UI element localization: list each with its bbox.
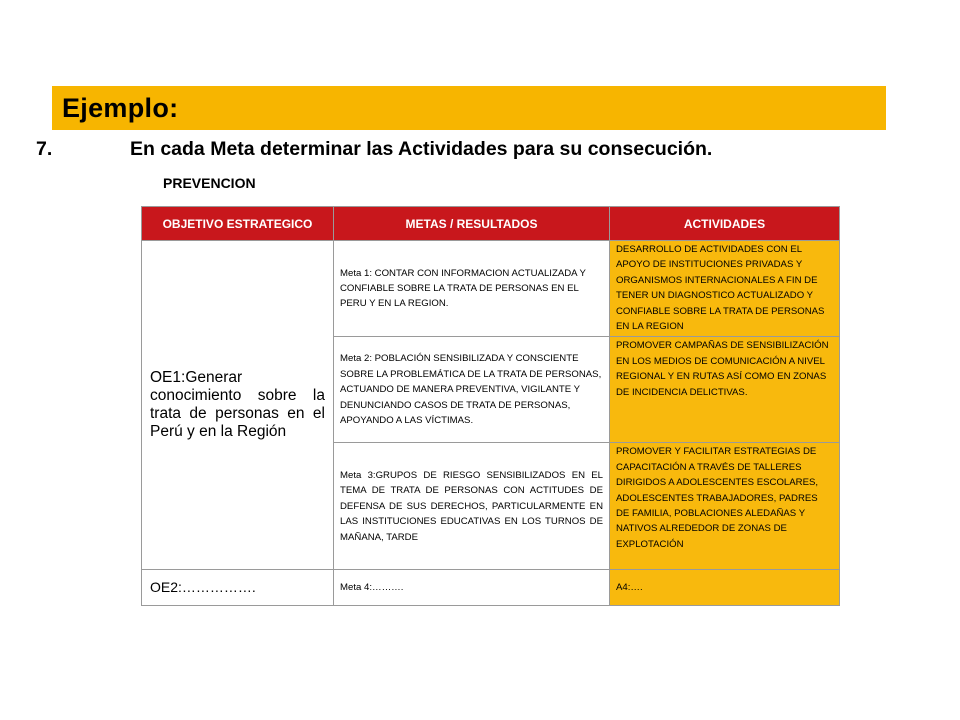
step-text: En cada Meta determinar las Actividades para su consecución. <box>130 137 713 160</box>
activity-4-cell: A4:…. <box>610 570 840 606</box>
table-row <box>142 570 840 606</box>
header-goals: METAS / RESULTADOS <box>334 207 610 241</box>
title-banner <box>52 86 886 130</box>
meta-2-cell: Meta 2: POBLACIÓN SENSIBILIZADA Y CONSCIENTE SOBRE LA PROBLEMÁTICA DE LA TRATA DE PERSONAS, ACTUANDO DE MANERA PREVENTIVA, VIGILANTE Y DENUNCIANDO CASOS DE TRATA DE PERSONAS, APOYANDO A LAS VÍCTIMAS. <box>334 337 610 443</box>
meta-3-cell: Meta 3:GRUPOS DE RIESGO SENSIBILIZADOS EN EL TEMA DE TRATA DE PERSONAS CON ACTITUDES DE DEFENSA DE SUS DERECHOS, PARTICULARMENTE EN LAS INSTITUCIONES EDUCATIVAS EN LOS TURNOS DE MAÑANA, TARDE <box>334 443 610 570</box>
section-title: PREVENCION <box>163 175 256 191</box>
activity-2-cell: PROMOVER CAMPAÑAS DE SENSIBILIZACIÓN EN LOS MEDIOS DE COMUNICACIÓN A NIVEL REGIONAL Y EN RUTAS ASÍ COMO EN ZONAS DE INCIDENCIA DELICTIVAS. <box>610 337 840 443</box>
step-instruction <box>36 135 936 163</box>
activity-3-cell: PROMOVER Y FACILITAR ESTRATEGIAS DE CAPACITACIÓN A TRAVÉS DE TALLERES DIRIGIDOS A ADOLESCENTES ESCOLARES, ADOLESCENTES TRABAJADORES, PADRES DE FAMILIA, POBLACIONES ALEDAÑAS Y NATIVOS ALREDEDOR DE ZONAS DE EXPLOTACIÓN <box>610 443 840 570</box>
page-title: Ejemplo: <box>62 92 179 123</box>
meta-4-cell: Meta 4:………. <box>334 570 610 606</box>
goals-table <box>141 206 840 606</box>
header-activities: ACTIVIDADES <box>610 207 840 241</box>
header-objective: OBJETIVO ESTRATEGICO <box>142 207 334 241</box>
activity-1-cell: DESARROLLO DE ACTIVIDADES CON EL APOYO DE INSTITUCIONES PRIVADAS Y ORGANISMOS INTERNACIONALES A FIN DE TENER UN DIAGNOSTICO ACTUALIZADO Y CONFIABLE SOBRE LA TRATA DE PERSONAS EN LA REGION <box>610 241 840 337</box>
step-number: 7. <box>36 137 53 160</box>
objective-2-cell: OE2:……………. <box>142 570 334 606</box>
table-header-row <box>142 207 840 241</box>
objective-1-cell: OE1:Generar conocimiento sobre la trata de personas en el Perú y en la Región <box>142 241 334 570</box>
meta-1-cell: Meta 1: CONTAR CON INFORMACION ACTUALIZADA Y CONFIABLE SOBRE LA TRATA DE PERSONAS EN EL PERU Y EN LA REGION. <box>334 241 610 337</box>
table-row <box>142 241 840 337</box>
